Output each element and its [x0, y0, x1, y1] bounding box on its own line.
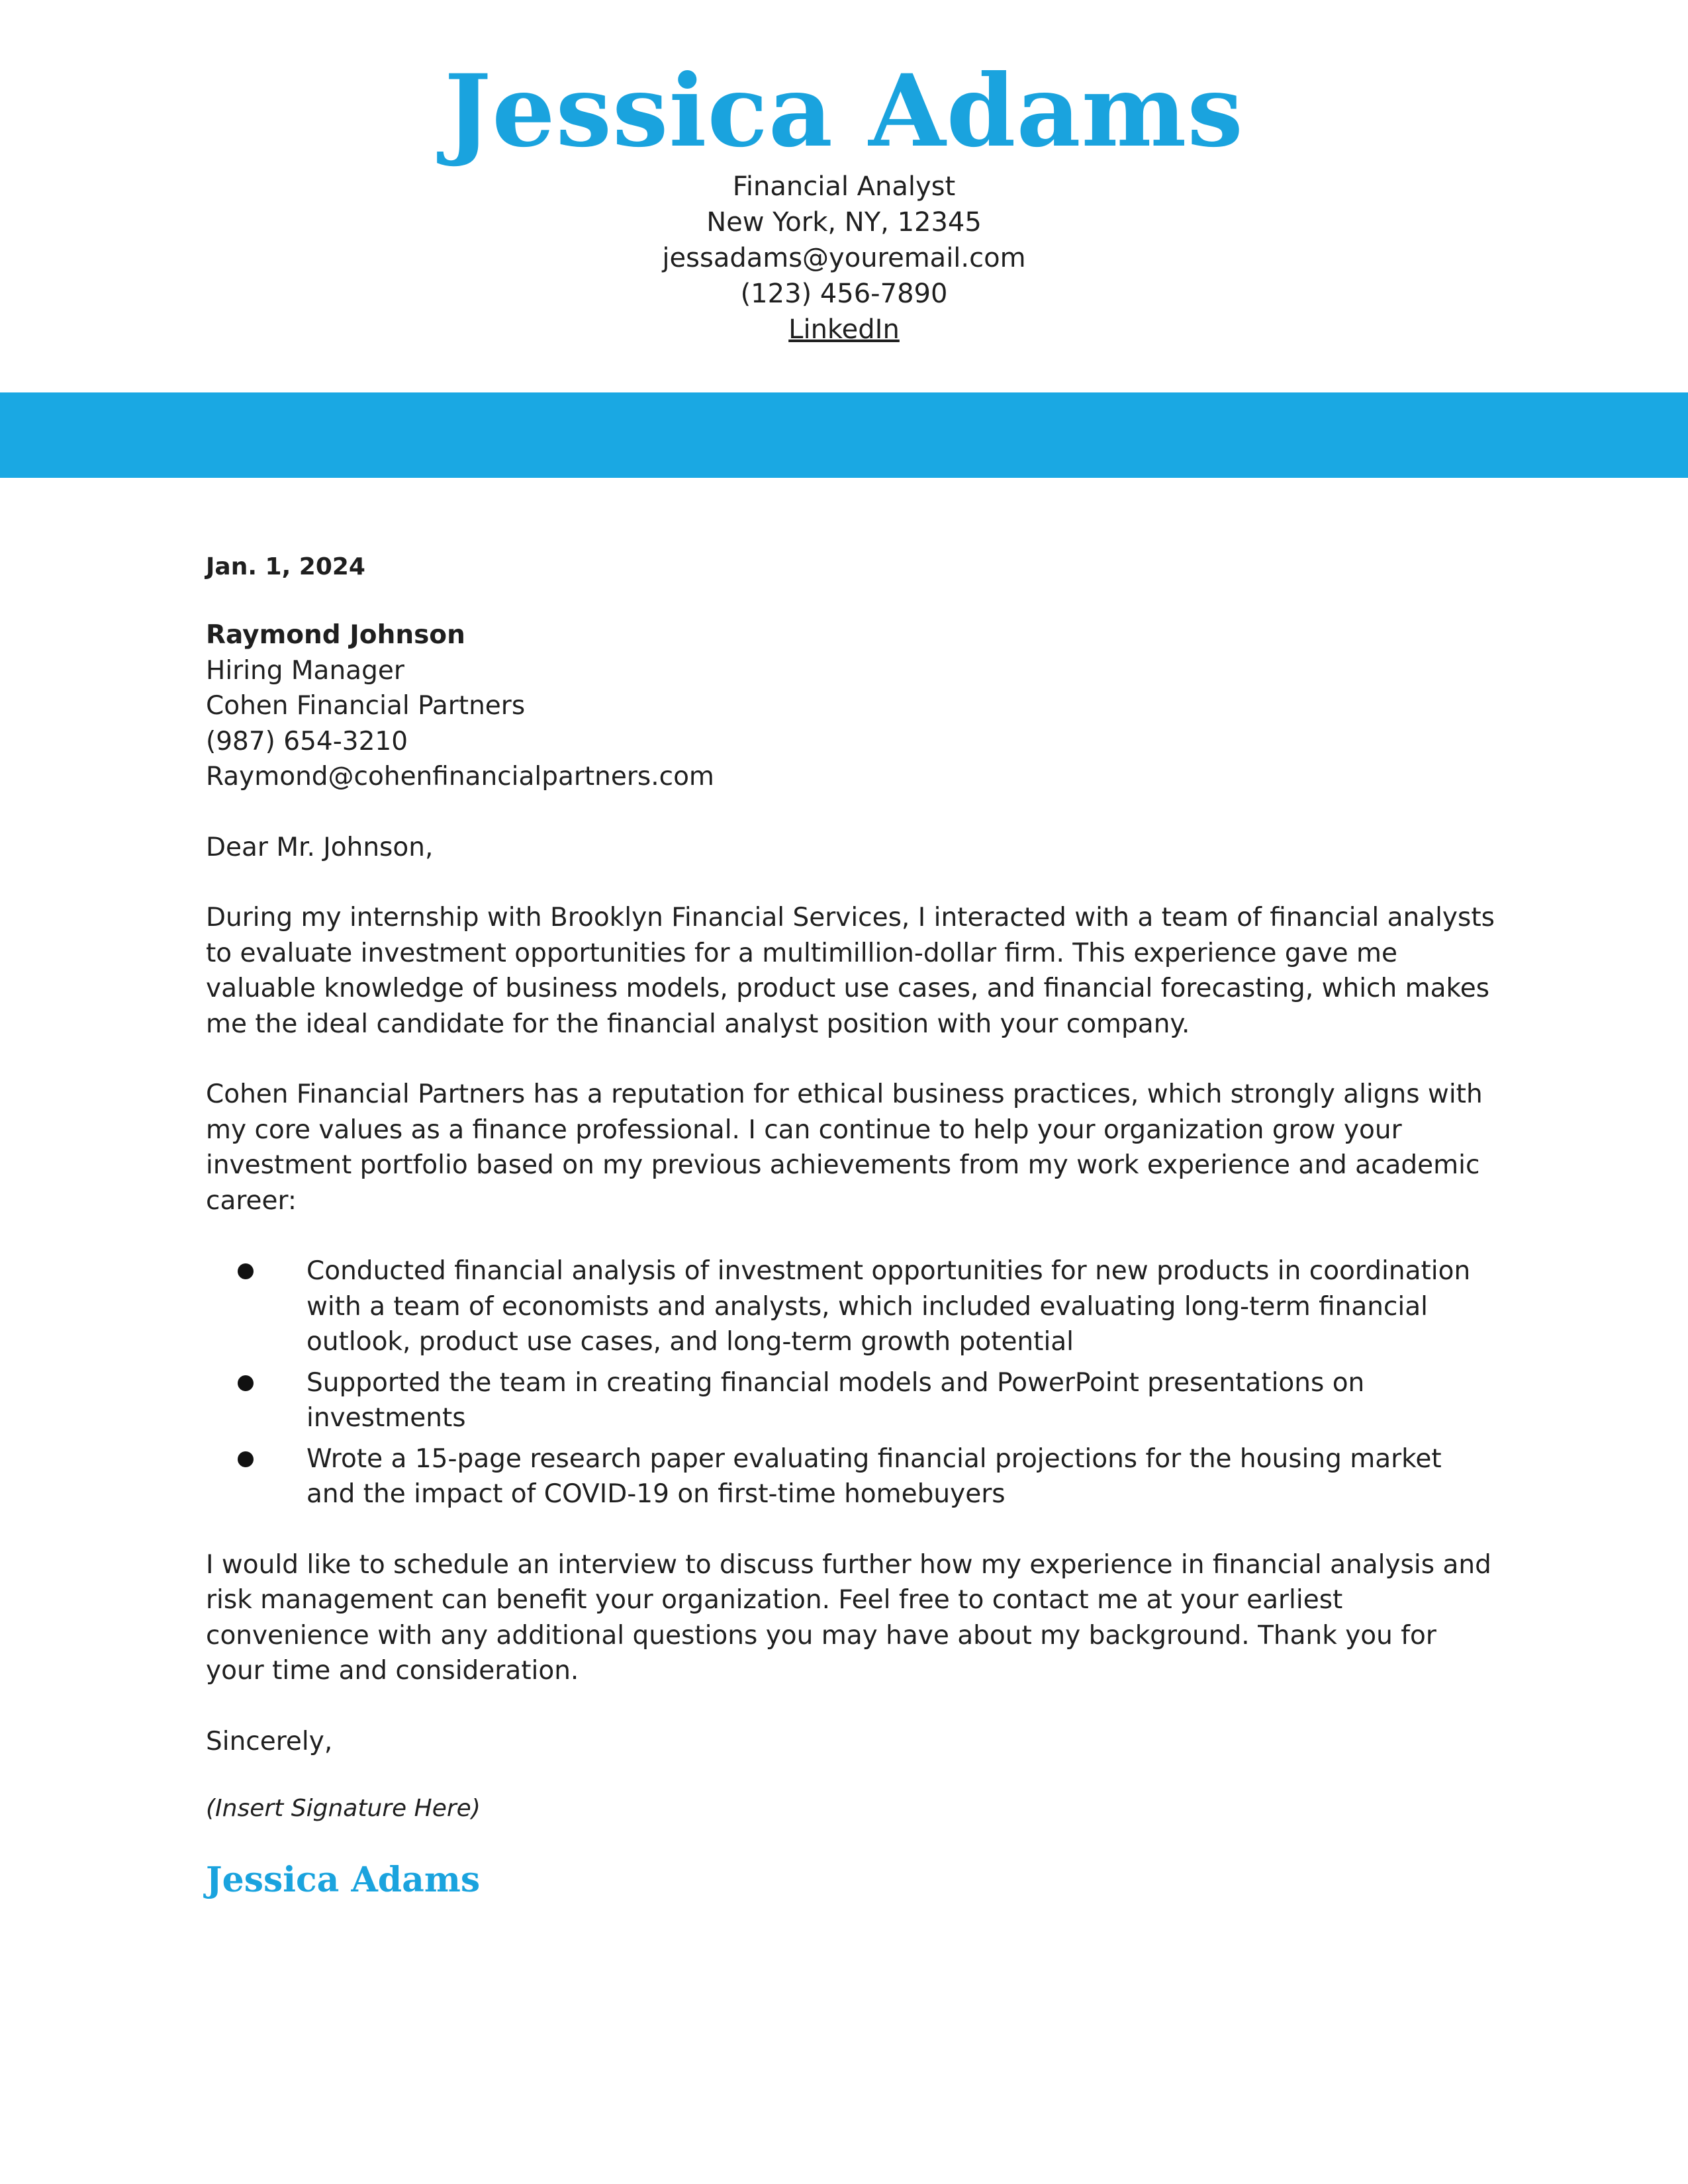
linkedin-link[interactable]: LinkedIn: [788, 314, 900, 345]
sender-title: Financial Analyst: [732, 171, 956, 202]
bullet-icon: [238, 1375, 254, 1391]
recipient-role: Hiring Manager: [206, 655, 404, 686]
achievement-list: [206, 1253, 1497, 1512]
recipient-company: Cohen Financial Partners: [206, 691, 526, 721]
contact-block: [0, 169, 1688, 347]
recipient-name: Raymond Johnson: [206, 620, 465, 650]
bullet-icon: [238, 1263, 254, 1279]
sender-name: Jessica Adams: [444, 53, 1244, 169]
list-item-text: Conducted financial analysis of investment opportunities for new products in coordination with a team of economists and analysts, which included evaluating long-term financial outlook, product use cases, and long-term growth potential: [306, 1256, 1471, 1357]
list-item-text: Supported the team in creating financial models and PowerPoint presentations on investments: [306, 1367, 1365, 1433]
paragraph-1: During my internship with Brooklyn Financial Services, I interacted with a team of financial analysts to evaluate investment opportunities for a multimillion-dollar firm. This experience gave me valuable knowledge of business models, product use cases, and financial forecasting, which makes me the ideal candidate for the financial analyst position with your company.: [206, 903, 1495, 1039]
list-item: [206, 1441, 1497, 1512]
letter-date: Jan. 1, 2024: [206, 553, 365, 580]
list-item: [206, 1253, 1497, 1360]
recipient-block: [206, 617, 1497, 795]
closing: Sincerely,: [206, 1726, 333, 1756]
paragraph-2: Cohen Financial Partners has a reputation for ethical business practices, which strongly aligns with my core values as a finance professional. I can continue to help your organization grow your investment portfolio based on my previous achievements from my work experience and academic career:: [206, 1079, 1483, 1216]
recipient-phone: (987) 654-3210: [206, 726, 408, 756]
letter-body: [206, 549, 1497, 1903]
recipient-email[interactable]: Raymond@cohenfinancialpartners.com: [206, 762, 714, 792]
list-item: [206, 1365, 1497, 1436]
accent-band: [0, 392, 1688, 478]
sender-email[interactable]: jessadams@youremail.com: [662, 243, 1026, 273]
signature-name: Jessica Adams: [206, 1859, 481, 1900]
bullet-icon: [238, 1451, 254, 1467]
paragraph-3: I would like to schedule an interview to discuss further how my experience in financial analysis and risk management can benefit your organization. Feel free to contact me at your earliest convenience with any additional questions you may have about my background. Thank you for your time and consideration.: [206, 1549, 1491, 1686]
signature-placeholder: (Insert Signature Here): [206, 1795, 481, 1822]
list-item-text: Wrote a 15-page research paper evaluating financial projections for the housing market and the impact of COVID-19 on first-time homebuyers: [306, 1443, 1442, 1509]
greeting: Dear Mr. Johnson,: [206, 832, 434, 862]
sender-location: New York, NY, 12345: [706, 207, 982, 238]
sender-phone: (123) 456-7890: [740, 279, 948, 309]
